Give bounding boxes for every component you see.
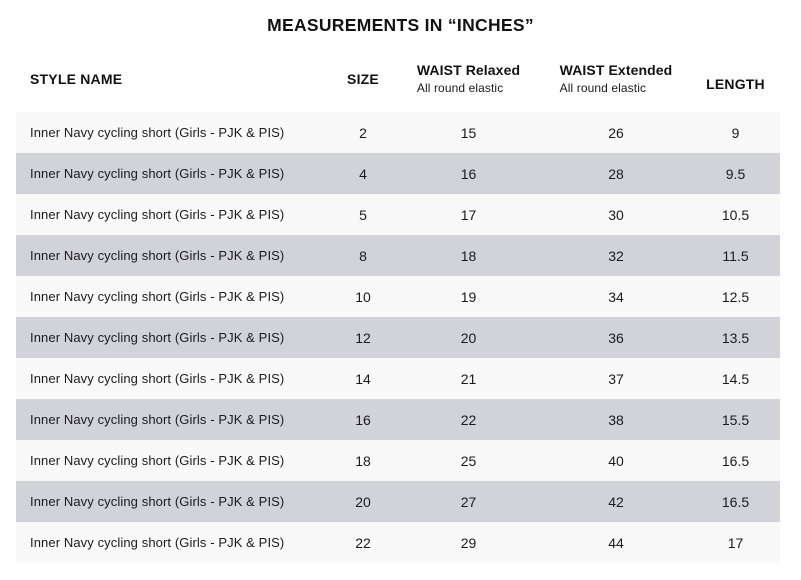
style-name-cell: Inner Navy cycling short (Girls - PJK & PIS) [30,535,285,550]
waist-relaxed-cell: 27 [460,493,477,510]
length-cell: 17 [727,534,744,551]
waist-relaxed-cell: 18 [460,247,477,264]
size-cell: 16 [355,411,371,428]
waist-relaxed-cell: 19 [460,288,477,305]
waist-extended-cell: 32 [608,247,624,264]
waist-extended-cell: 37 [608,370,624,387]
size-cell: 20 [355,493,371,510]
style-name-cell: Inner Navy cycling short (Girls - PJK & PIS) [30,494,285,509]
table-row [16,276,780,317]
size-cell: 5 [359,206,367,223]
waist-relaxed-cell: 25 [460,452,477,469]
table-row [16,358,780,399]
waist-extended-cell: 26 [608,124,624,141]
waist-relaxed-cell: 15 [460,124,477,141]
size-cell: 8 [359,247,367,264]
size-cell: 22 [355,534,371,551]
waist-extended-cell: 28 [608,165,624,182]
column-header-length: LENGTH [706,76,765,92]
waist-extended-label: WAIST Extended [559,62,673,78]
page-title: MEASUREMENTS IN “INCHES” [267,15,534,35]
length-cell: 12.5 [721,288,750,305]
length-cell: 10.5 [721,206,750,223]
style-name-cell: Inner Navy cycling short (Girls - PJK & PIS) [30,371,285,386]
length-cell: 15.5 [721,411,750,428]
length-cell: 14.5 [721,370,750,387]
waist-extended-cell: 40 [608,452,624,469]
style-name-cell: Inner Navy cycling short (Girls - PJK & PIS) [30,330,285,345]
measurements-table [16,53,780,563]
length-cell: 13.5 [721,329,750,346]
length-cell: 11.5 [722,247,749,264]
table-row [16,317,780,358]
waist-relaxed-label: WAIST Relaxed [416,62,521,78]
style-name-cell: Inner Navy cycling short (Girls - PJK & PIS) [30,289,285,304]
table-row [16,153,780,194]
style-name-cell: Inner Navy cycling short (Girls - PJK & PIS) [30,207,285,222]
length-cell: 16.5 [721,452,750,469]
table-header-row [16,53,780,105]
size-cell: 4 [359,165,367,182]
waist-extended-sublabel: All round elastic [559,81,647,95]
length-cell: 9 [731,124,740,141]
table-row [16,112,780,153]
column-header-size: SIZE [347,71,379,87]
size-cell: 2 [359,124,367,141]
column-header-waist-relaxed [396,61,541,97]
waist-relaxed-cell: 17 [460,206,477,223]
waist-extended-cell: 36 [608,329,624,346]
size-cell: 10 [355,288,371,305]
table-row [16,399,780,440]
waist-extended-cell: 44 [608,534,624,551]
length-cell: 9.5 [725,165,746,182]
waist-relaxed-cell: 29 [460,534,477,551]
size-cell: 14 [355,370,371,387]
waist-extended-cell: 38 [608,411,624,428]
table-row [16,235,780,276]
style-name-cell: Inner Navy cycling short (Girls - PJK & PIS) [30,166,285,181]
waist-relaxed-cell: 20 [460,329,477,346]
waist-extended-cell: 30 [608,206,624,223]
table-row [16,522,780,563]
style-name-cell: Inner Navy cycling short (Girls - PJK & PIS) [30,125,285,140]
style-name-cell: Inner Navy cycling short (Girls - PJK & PIS) [30,453,285,468]
waist-relaxed-cell: 16 [460,165,477,182]
table-row [16,194,780,235]
column-header-style-name: STYLE NAME [30,71,123,87]
table-row [16,481,780,522]
style-name-cell: Inner Navy cycling short (Girls - PJK & PIS) [30,248,285,263]
style-name-cell: Inner Navy cycling short (Girls - PJK & PIS) [30,412,285,427]
length-cell: 16.5 [721,493,750,510]
table-row [16,440,780,481]
size-cell: 12 [355,329,371,346]
waist-extended-cell: 34 [608,288,624,305]
table-body [16,112,780,563]
waist-relaxed-cell: 21 [460,370,477,387]
waist-extended-cell: 42 [608,493,624,510]
size-cell: 18 [355,452,371,469]
waist-relaxed-sublabel: All round elastic [416,81,504,95]
column-header-waist-extended [541,61,691,97]
waist-relaxed-cell: 22 [460,411,477,428]
